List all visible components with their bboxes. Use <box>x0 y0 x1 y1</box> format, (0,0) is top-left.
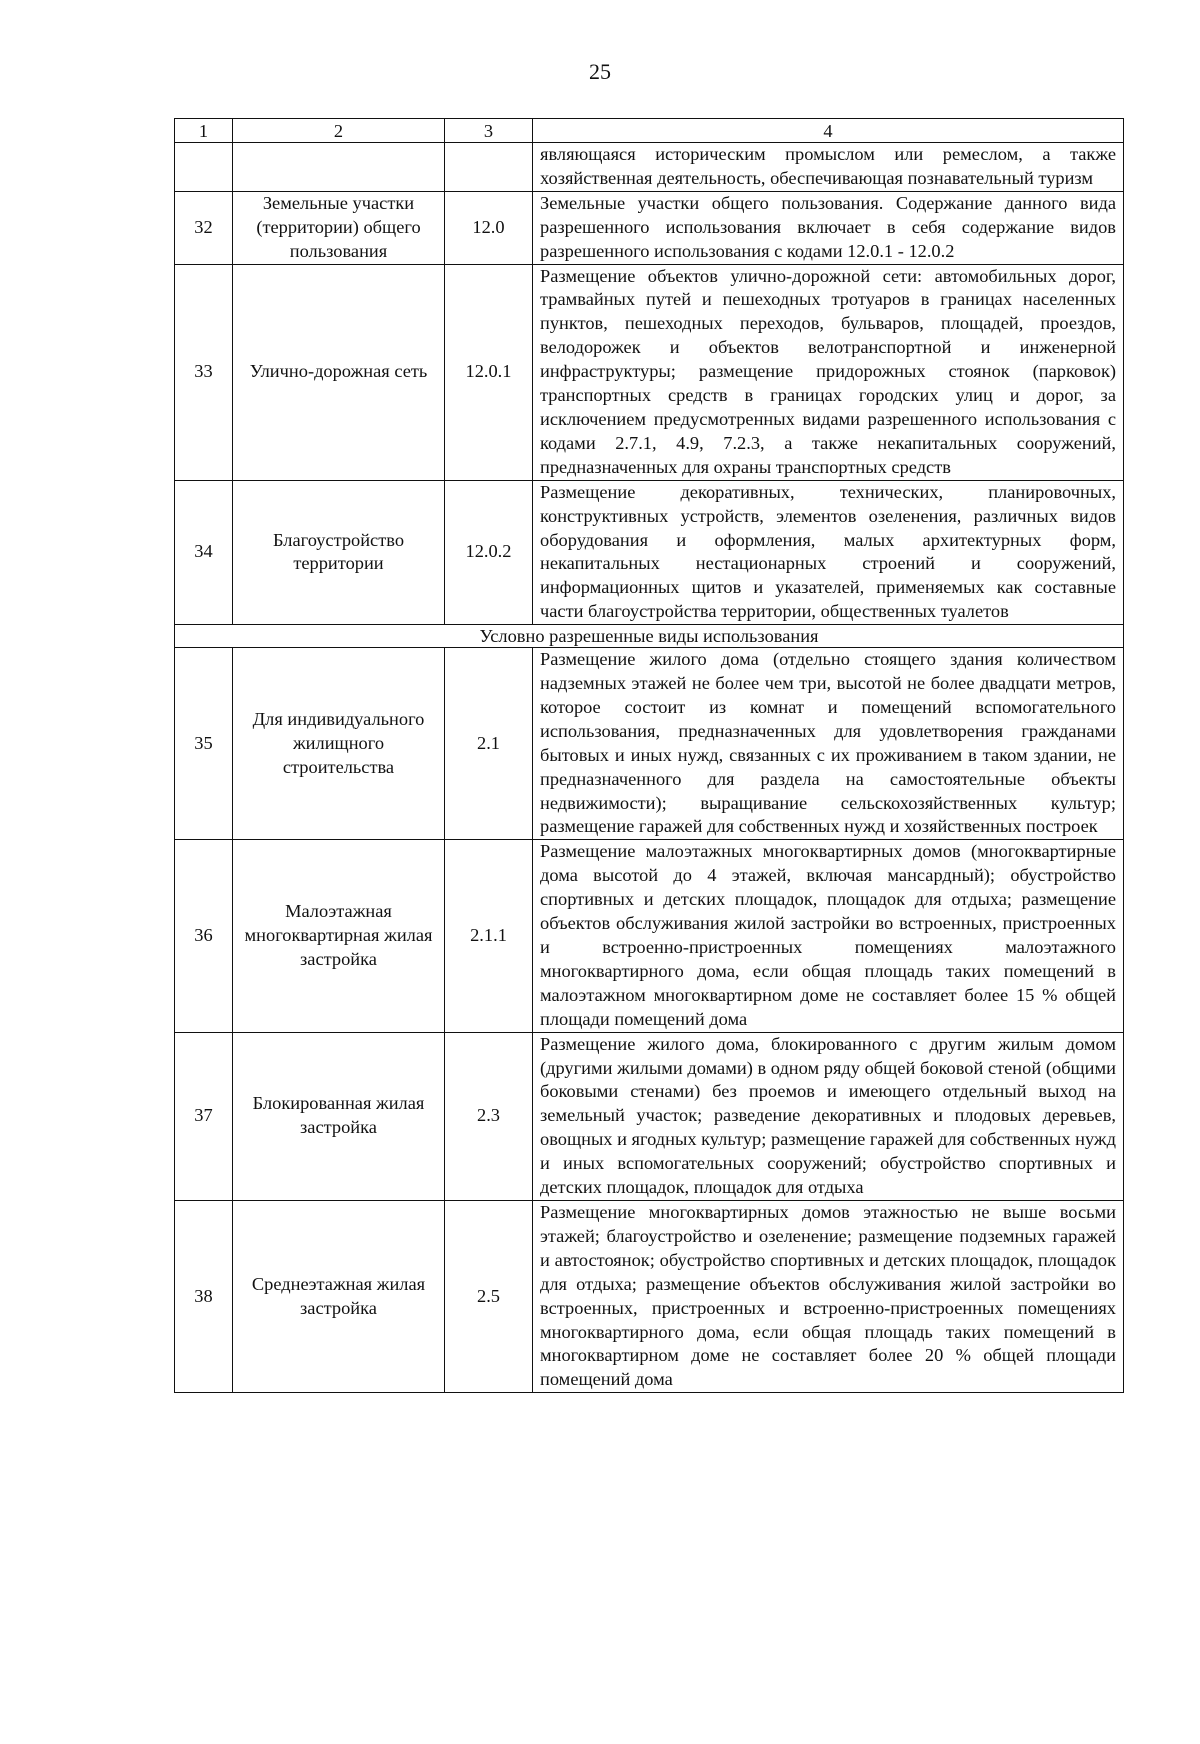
use-type-code: 2.1.1 <box>445 840 533 1032</box>
use-type-code: 12.0.1 <box>445 264 533 480</box>
row-number: 36 <box>175 840 233 1032</box>
use-type-description: Размещение жилого дома, блокированного с другим жилым домом (другими жилыми домами) в одном ряду общей боковой стеной (общими боковыми стенами) без проемов и имеющего отдельный выход на земельный участок; разведение декоративных и плодовых деревьев, овощных и ягодных культур; размещение гаражей для собственных нужд и иных вспомогательных сооружений; обустройство спортивных и детских площадок, площадок для отдыха <box>533 1032 1124 1200</box>
page-number: 25 <box>589 59 611 84</box>
row-number: 32 <box>175 191 233 264</box>
table-row <box>175 191 1124 264</box>
use-type-name: Для индивидуального жилищного строительства <box>233 648 445 840</box>
row-number: 34 <box>175 480 233 624</box>
row-number: 33 <box>175 264 233 480</box>
use-type-name: Земельные участки (территории) общего пользования <box>233 191 445 264</box>
use-type-name: Блокированная жилая застройка <box>233 1032 445 1200</box>
column-header: 1 <box>175 119 233 143</box>
table-row <box>175 143 1124 192</box>
table-row <box>175 480 1124 624</box>
use-type-code: 2.5 <box>445 1200 533 1392</box>
use-type-description: Размещение декоративных, технических, планировочных, конструктивных устройств, элементов озеленения, различных видов оборудования и оформления, малых архитектурных форм, некапитальных нестационарных строений и сооружений, информационных щитов и указателей, применяемых как составные части благоустройства территории, общественных туалетов <box>533 480 1124 624</box>
use-type-code: 2.3 <box>445 1032 533 1200</box>
use-type-description: Размещение многоквартирных домов этажностью не выше восьми этажей; благоустройство и озеленение; размещение подземных гаражей и автостоянок; обустройство спортивных и детских площадок, площадок для отдыха; размещение объектов обслуживания жилой застройки во встроенных, пристроенных и встроенно-пристроенных помещениях многоквартирного дома, если общая площадь таких помещений в многоквартирном доме не составляет более 20 % общей площади помещений дома <box>533 1200 1124 1392</box>
row-number: 38 <box>175 1200 233 1392</box>
use-type-code: 2.1 <box>445 648 533 840</box>
use-type-name: Благоустройство территории <box>233 480 445 624</box>
table-header-row <box>175 119 1124 143</box>
table-row <box>175 264 1124 480</box>
table-row <box>175 1032 1124 1200</box>
use-type-description: являющаяся историческим промыслом или ремеслом, а также хозяйственная деятельность, обеспечивающая познавательный туризм <box>533 143 1124 192</box>
use-type-description: Размещение малоэтажных многоквартирных домов (многоквартирные дома высотой до 4 этажей, включая мансардный); обустройство спортивных и детских площадок, площадок для отдыха; размещение объектов обслуживания жилой застройки во встроенных, пристроенных и встроенно-пристроенных помещениях малоэтажного многоквартирного дома, если общая площадь таких помещений в малоэтажном многоквартирном доме не составляет более 15 % общей площади помещений дома <box>533 840 1124 1032</box>
column-header: 3 <box>445 119 533 143</box>
row-number: 37 <box>175 1032 233 1200</box>
table-row <box>175 1200 1124 1392</box>
section-heading-row <box>175 625 1124 648</box>
use-type-description: Размещение объектов улично-дорожной сети: автомобильных дорог, трамвайных путей и пешеходных тротуаров в границах населенных пунктов, пешеходных переходов, бульваров, площадей, проездов, велодорожек и объектов велотранспортной и инженерной инфраструктуры; размещение придорожных стоянок (парковок) транспортных средств в границах городских улиц и дорог, за исключением предусмотренных видами разрешенного использования с кодами 2.7.1, 4.9, 7.2.3, а также некапитальных сооружений, предназначенных для охраны транспортных средств <box>533 264 1124 480</box>
row-number: 35 <box>175 648 233 840</box>
section-heading: Условно разрешенные виды использования <box>175 625 1124 648</box>
table-row <box>175 840 1124 1032</box>
row-number <box>175 143 233 192</box>
use-type-code <box>445 143 533 192</box>
use-type-name: Среднеэтажная жилая застройка <box>233 1200 445 1392</box>
use-type-description: Земельные участки общего пользования. Содержание данного вида разрешенного использования включает в себя содержание видов разрешенного использования с кодами 12.0.1 - 12.0.2 <box>533 191 1124 264</box>
use-type-name: Малоэтажная многоквартирная жилая застройка <box>233 840 445 1032</box>
column-header: 4 <box>533 119 1124 143</box>
use-type-description: Размещение жилого дома (отдельно стоящего здания количеством надземных этажей не более чем три, высотой не более двадцати метров, которое состоит из комнат и помещений вспомогательного использования, предназначенных для удовлетворения гражданами бытовых и иных нужд, связанных с их проживанием в таком здании, не предназначенного для раздела на самостоятельные объекты недвижимости); выращивание сельскохозяйственных культур; размещение гаражей для собственных нужд и хозяйственных построек <box>533 648 1124 840</box>
use-type-name: Улично-дорожная сеть <box>233 264 445 480</box>
table-row <box>175 648 1124 840</box>
use-type-name <box>233 143 445 192</box>
use-type-code: 12.0 <box>445 191 533 264</box>
land-use-table <box>174 118 1124 1393</box>
use-type-code: 12.0.2 <box>445 480 533 624</box>
column-header: 2 <box>233 119 445 143</box>
